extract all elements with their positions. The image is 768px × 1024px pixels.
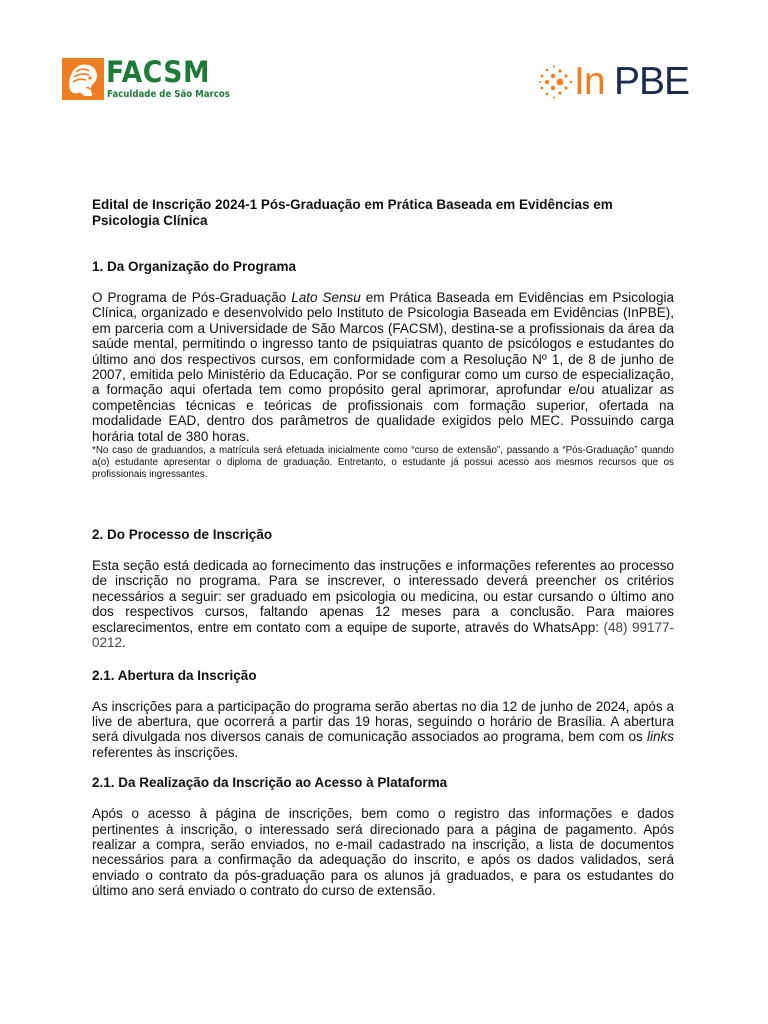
facsm-name: FACSM (106, 55, 210, 89)
whatsapp-phone: (48) 99177-0212 (92, 619, 674, 651)
section-2-1b-paragraph: Após o acesso à página de inscrições, bem como o registro das informações e dados pertinentes à inscrição, o interessado será direcionado para a página de pagamento. Após realizar a compra, serão enviados, no e-mail cadastrado na inscrição, a lista de documentos necessários para a confirmação da adequação do inscrito, e após os dados validados, será enviado o contrato da pós-graduação para os alunos já graduados, e para os estudantes do último ano será enviado o contrato do curso de extensão. (92, 806, 674, 899)
inpbe-pbe-text: PBE (614, 60, 690, 103)
section-2-1a-text-a: As inscrições para a participação do programa serão abertas no dia 12 de junho de 2024, após a live de abertura, que ocorrerá a partir das 19 horas, seguindo o horário de Brasília. A abertura será divulgada nos diversos canais de comunicação associados ao programa, bem com os (92, 698, 674, 745)
section-1-text-b: em Prática Baseada em Evidências em Psicologia Clínica, organizado e desenvolvido pelo Instituto de Psicologia Baseada em Evidências (InPBE), em parceria com a Universidade de São Marcos (FACSM), destina-se a profissionais da área da saúde mental, permitindo o ingresso tanto de psiquiatras quanto de psicólogos e estudantes do último ano dos respectivos cursos, em conformidade com a Resolução Nº 1, de 8 de junho de 2007, emitida pelo Ministério da Educação. Por se configurar como um curso de especialização, a formação aqui ofertada tem como propósito geral aprimorar, aprofundar e/ou atualizar as competências técnicas e teóricas de profissionais com formação superior, ofertada na modalidade EAD, dentro dos parâmetros de qualidade exigidos pelo MEC. Possuindo carga horária total de 380 horas. (92, 290, 674, 444)
facsm-logo (62, 55, 232, 102)
section-1-paragraph (92, 290, 674, 444)
section-2-1a-heading: 2.1. Abertura da Inscrição (92, 667, 257, 683)
inpbe-in-text: In (574, 60, 605, 103)
section-2-text-end: . (122, 635, 126, 651)
inpbe-logo (538, 62, 713, 104)
section-1-footnote: *No caso de graduandos, a matrícula será efetuada inicialmente como “curso de extensão”, passando a “Pós-Graduação” quando a(o) estudante apresentar o diploma de graduação. Entretanto, o estudante já possui acesso aos mesmos recursos que os profissionais ingressantes. (92, 445, 674, 481)
facsm-tagline: Faculdade de São Marcos (107, 89, 230, 100)
section-2-1a-emphasis: links (646, 729, 674, 745)
section-1-text-a: O Programa de Pós-Graduação (92, 290, 292, 305)
document-body (92, 197, 674, 899)
section-2-heading: 2. Do Processo de Inscrição (92, 527, 273, 543)
section-2-1a-text-b: referentes às inscrições. (92, 744, 239, 760)
section-2-1a-paragraph (92, 699, 674, 761)
section-1-emphasis: Lato Sensu (291, 290, 361, 305)
section-2-text: Esta seção está dedicada ao fornecimento das instruções e informações referentes ao processo de inscrição no programa. Para se inscrever, o interessado deverá preencher os critérios necessários a seguir: ser graduado em psicologia ou medicina, ou estar cursando o último ano dos respectivos cursos, faltando apenas 12 meses para a conclusão. Para maiores esclarecimentos, entre em contato com a equipe de suporte, através do WhatsApp: (92, 558, 674, 635)
section-2-1b-heading: 2.1. Da Realização da Inscrição ao Acesso à Plataforma (92, 775, 448, 791)
lion-icon (62, 58, 104, 100)
network-dots-icon (538, 64, 578, 100)
section-1-heading: 1. Da Organização do Programa (92, 259, 297, 274)
section-2-paragraph (92, 558, 674, 650)
document-title: Edital de Inscrição 2024-1 Pós-Graduação em Prática Baseada em Evidências em Psicologia Clínica (92, 197, 613, 228)
